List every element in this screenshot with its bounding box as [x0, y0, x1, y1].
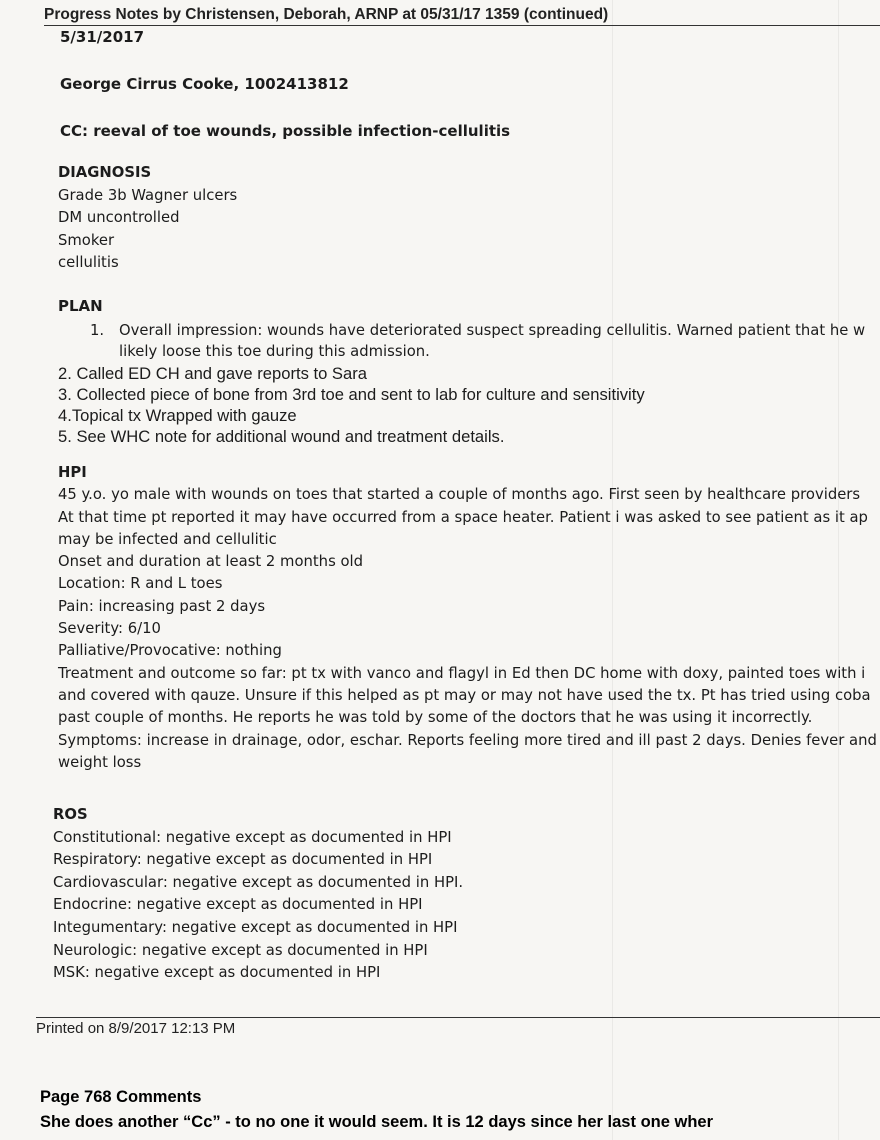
hpi-line: Severity: 6/10 [58, 620, 161, 638]
hpi-line: Pain: increasing past 2 days [58, 597, 266, 615]
hpi-line: weight loss [58, 753, 142, 771]
diagnosis-item: Smoker [58, 231, 115, 249]
plan-item-text: Overall impression: wounds have deteriorated suspect spreading cellulitis. Warned patient that he w [119, 322, 866, 339]
comments-text: She does another “Cc” - to no one it would seem. It is 12 days since her last one wher [40, 1113, 713, 1131]
section-heading: ROS [53, 806, 88, 823]
ros-line: Neurologic: negative except as documented in HPI [53, 941, 428, 959]
hpi-line: Palliative/Provocative: nothing [58, 642, 282, 660]
hpi-section [58, 462, 877, 774]
ros-line: Integumentary: negative except as documented in HPI [53, 918, 458, 936]
page-header: Progress Notes by Christensen, Deborah, ARNP at 05/31/17 1359 (continued) [44, 6, 880, 26]
plan-item: 3. Collected piece of bone from 3rd toe and sent to lab for culture and sensitivity [58, 385, 645, 404]
ros-line: Respiratory: negative except as documented in HPI [53, 851, 433, 869]
diagnosis-item: DM uncontrolled [58, 209, 180, 226]
ros-section [53, 804, 463, 985]
diagnosis-item: cellulitis [58, 254, 119, 271]
footer-divider [36, 1017, 880, 1018]
hpi-line: At that time pt reported it may have occurred from a space heater. Patient i was asked to see patient as it ap [58, 508, 868, 526]
section-heading: HPI [58, 464, 87, 481]
plan-item-number: 1. [90, 322, 105, 339]
hpi-line: Onset and duration at least 2 months old [58, 553, 364, 571]
hpi-line: Treatment and outcome so far: pt tx with vanco and flagyl in Ed then DC home with doxy, painted toes with i [58, 664, 866, 682]
chief-complaint: CC: reeval of toe wounds, possible infection-cellulitis [60, 122, 511, 140]
diagnosis-item: Grade 3b Wagner ulcers [58, 186, 238, 204]
ros-line: Endocrine: negative except as documented in HPI [53, 896, 423, 914]
ros-line: MSK: negative except as documented in HPI [53, 964, 381, 982]
plan-list [58, 363, 645, 447]
plan-item-1 [90, 320, 865, 362]
comments-title: Page 768 Comments [40, 1088, 202, 1106]
plan-item: 5. See WHC note for additional wound and treatment details. [58, 427, 505, 446]
diagnosis-section [58, 162, 237, 275]
plan-item: 4.Topical tx Wrapped with gauze [58, 406, 297, 425]
hpi-line: 45 y.o. yo male with wounds on toes that started a couple of months ago. First seen by healthcare providers [58, 486, 861, 504]
plan-item-text: likely loose this toe during this admission. [119, 343, 430, 360]
note-date: 5/31/2017 [60, 28, 145, 46]
hpi-line: Location: R and L toes [58, 575, 223, 593]
hpi-line: and covered with qauze. Unsure if this helped as pt may or may not have used the tx. Pt has tried using coba [58, 686, 871, 704]
hpi-line: may be infected and cellulitic [58, 530, 277, 548]
ros-line: Cardiovascular: negative except as documented in HPI. [53, 873, 464, 891]
ros-line: Constitutional: negative except as documented in HPI [53, 828, 452, 846]
hpi-line: Symptoms: increase in drainage, odor, eschar. Reports feeling more tired and ill past 2 days. Denies fever and [58, 731, 877, 749]
hpi-line: past couple of months. He reports he was told by some of the doctors that he was using it incorrectly. [58, 709, 813, 727]
plan-item: 2. Called ED CH and gave reports to Sara [58, 364, 367, 383]
section-heading: DIAGNOSIS [58, 164, 152, 181]
section-heading: PLAN [58, 297, 103, 315]
printed-timestamp: Printed on 8/9/2017 12:13 PM [36, 1020, 236, 1037]
patient-name: George Cirrus Cooke, 1002413812 [60, 75, 349, 93]
